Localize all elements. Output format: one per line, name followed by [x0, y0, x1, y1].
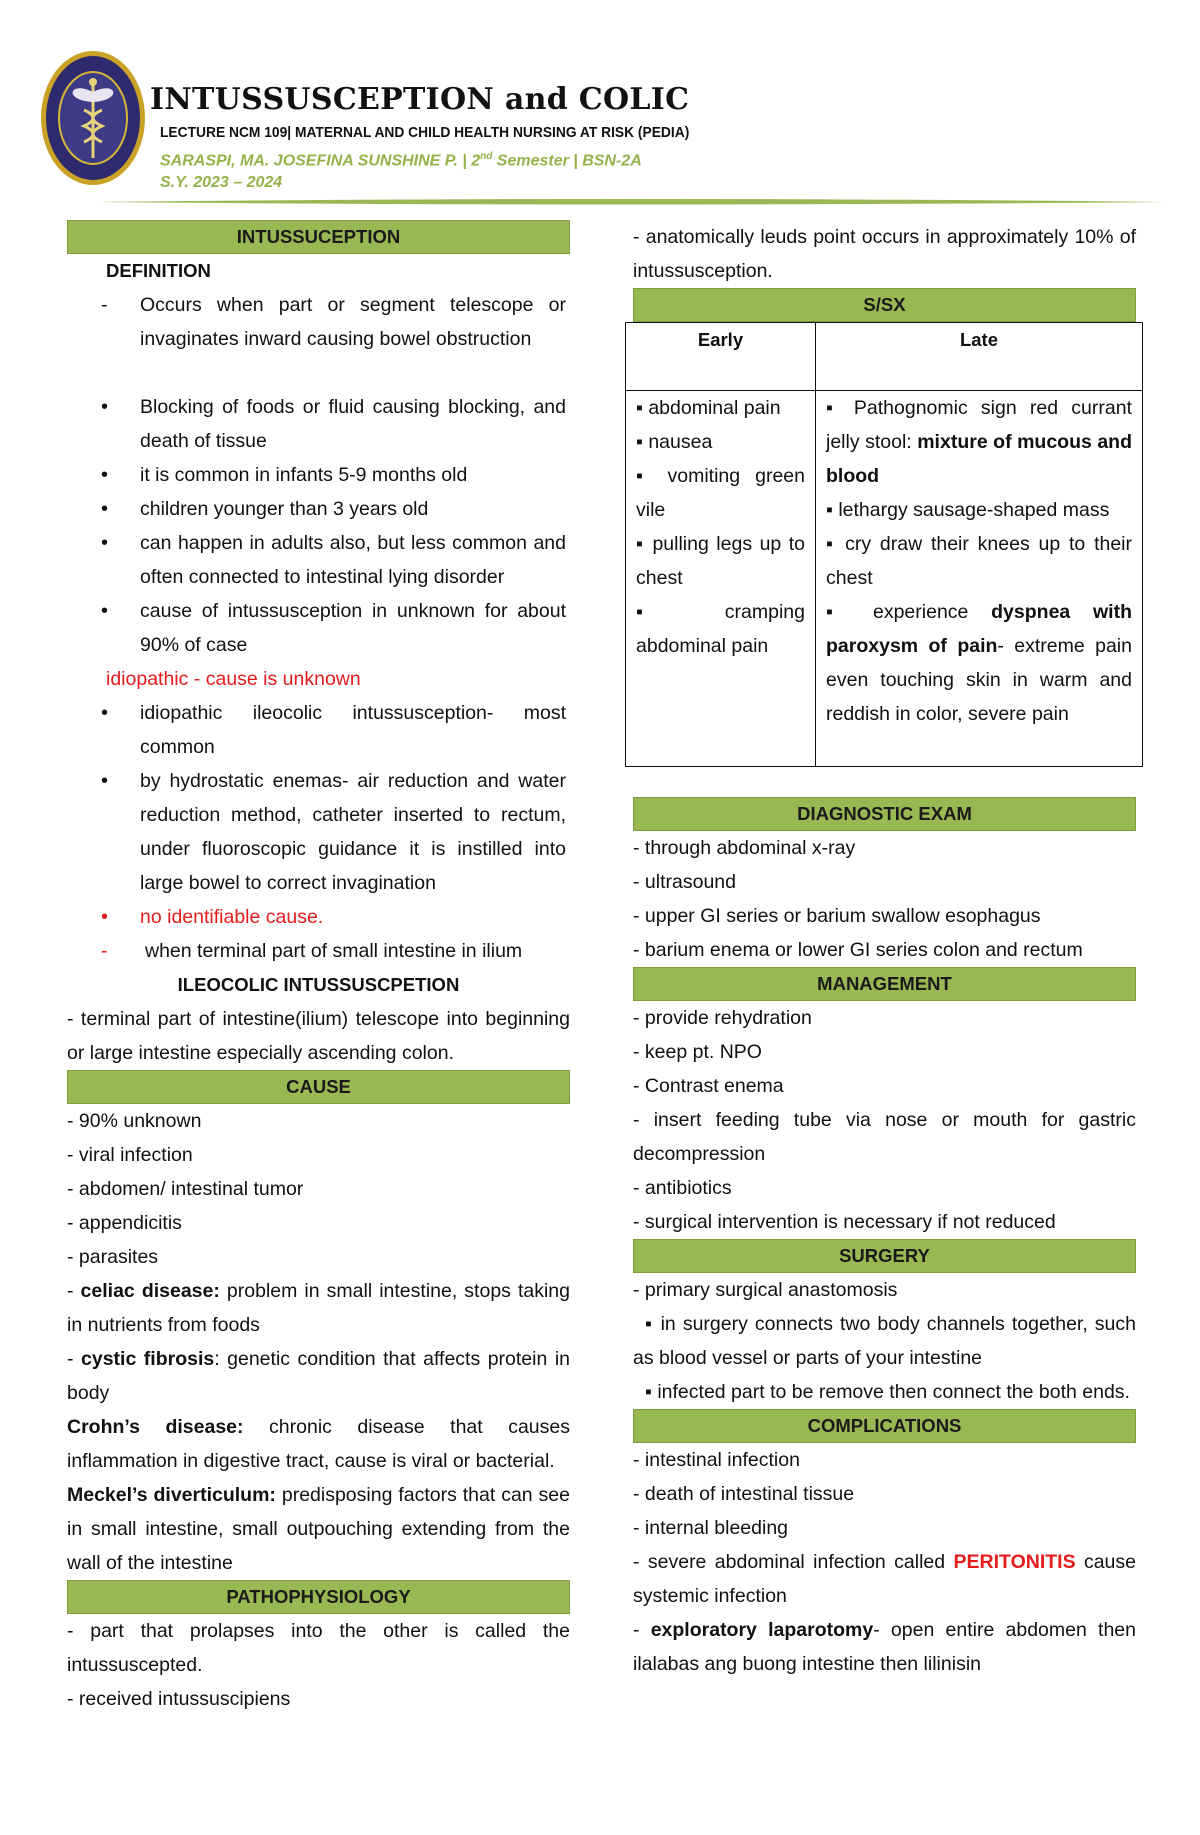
diagnostic-exam-banner: DIAGNOSTIC EXAM [633, 797, 1136, 831]
list-item: • no identifiable cause. [67, 900, 570, 934]
cause-item: - parasites [67, 1246, 159, 1268]
ssx-banner: S/SX [633, 288, 1136, 322]
list-item: • cause of intussusception in unknown for about 90% of case [67, 594, 570, 662]
diag-item: - ultrasound [633, 871, 736, 893]
diag-item: - upper GI series or barium swallow esophagus [633, 905, 1041, 927]
list-item: • Blocking of foods or fluid causing blocking, and death of tissue [67, 390, 570, 458]
late-cell [816, 391, 1143, 767]
mgmt-item: - keep pt. NPO [633, 1041, 762, 1063]
surgery-item: ▪ infected part to be remove then connect the both ends. [645, 1381, 1130, 1403]
meckel-item: Meckel’s diverticulum: predisposing factors that can see in small intestine, small outpouching extending from the wall of the intestine [67, 1484, 570, 1574]
crohn-item: Crohn’s disease: chronic disease that causes inflammation in digestive tract, cause is viral or bacterial. [67, 1416, 570, 1472]
header-divider [98, 198, 1168, 206]
list-item: • by hydrostatic enemas- air reduction and water reduction method, catheter inserted to rectum, under fluoroscopic guidance it is instilled into large bowel to correct invagination [67, 764, 570, 900]
list-item: • children younger than 3 years old [67, 492, 570, 526]
early-item: ▪ vomiting green vile [636, 465, 805, 521]
cystic-item: - cystic fibrosis: genetic condition that affects protein in body [67, 1348, 571, 1404]
definition-text: - Occurs when part or segment telescope or invaginates inward causing bowel obstruction [101, 294, 566, 350]
complication-item: - death of intestinal tissue [633, 1483, 855, 1505]
list-item: • idiopathic ileocolic intussusception- most common [67, 696, 570, 764]
cause-item: - abdomen/ intestinal tumor [67, 1178, 304, 1200]
early-item: ▪ cramping abdominal pain [636, 601, 805, 657]
complication-item: - intestinal infection [633, 1449, 800, 1471]
cause-item: - viral infection [67, 1144, 193, 1166]
diag-item: - through abdominal x-ray [633, 837, 856, 859]
right-column [633, 220, 1136, 1681]
mgmt-item: - Contrast enema [633, 1075, 784, 1097]
celiac-item: - celiac disease: problem in small intestine, stops taking in nutrients from foods [67, 1280, 570, 1336]
author-line: SARASPI, MA. JOSEFINA SUNSHINE P. | 2nd Semester | BSN-2A [160, 151, 642, 170]
ileocolic-text: - terminal part of intestine(ilium) telescope into beginning or large intestine especially ascending colon. [67, 1008, 570, 1064]
intussusception-banner: INTUSSUCEPTION [67, 220, 570, 254]
signs-symptoms-table [625, 322, 1143, 767]
idiopathic-note: idiopathic - cause is unknown [106, 668, 361, 690]
early-item: ▪ pulling legs up to chest [636, 533, 805, 589]
mgmt-item: - insert feeding tube via nose or mouth for gastric decompression [633, 1109, 1136, 1165]
lecture-subtitle: LECTURE NCM 109| MATERNAL AND CHILD HEALTH NURSING AT RISK (PEDIA) [160, 124, 690, 141]
late-item: ▪ Pathognomic sign red currant jelly stool: mixture of mucous and blood [826, 397, 1133, 487]
surgery-banner: SURGERY [633, 1239, 1136, 1273]
terminal-dash-item: - when terminal part of small intestine in ilium [101, 940, 523, 962]
mgmt-item: - surgical intervention is necessary if not reduced [633, 1211, 1056, 1233]
complications-banner: COMPLICATIONS [633, 1409, 1136, 1443]
ileocolic-heading: ILEOCOLIC INTUSSUSCPETION [177, 974, 460, 995]
column-header-late: Late [816, 323, 1143, 391]
diag-item: - barium enema or lower GI series colon and rectum [633, 939, 1083, 961]
school-year: S.Y. 2023 – 2024 [160, 174, 283, 191]
late-item: ▪ lethargy sausage-shaped mass [826, 499, 1110, 521]
surgery-item: - primary surgical anastomosis [633, 1279, 898, 1301]
list-item: • can happen in adults also, but less common and often connected to intestinal lying disorder [67, 526, 570, 594]
cause-item: - 90% unknown [67, 1110, 202, 1132]
pathophysiology-banner: PATHOPHYSIOLOGY [67, 1580, 570, 1614]
column-header-early: Early [626, 323, 816, 391]
mgmt-item: - antibiotics [633, 1177, 732, 1199]
late-item: ▪ experience dyspnea with paroxysm of pain- extreme pain even touching skin in warm and reddish in color, severe pain [826, 601, 1132, 725]
idiopathic-bullets [67, 696, 570, 934]
definition-heading: DEFINITION [106, 260, 211, 281]
cause-banner: CAUSE [67, 1070, 570, 1104]
patho-item: - part that prolapses into the other is called the intussuscepted. [67, 1620, 570, 1676]
late-item: ▪ cry draw their knees up to their chest [826, 533, 1132, 589]
document-header [40, 48, 1150, 208]
lead-point-text: - anatomically leuds point occurs in approximately 10% of intussusception. [633, 226, 1136, 282]
early-cell [626, 391, 816, 767]
definition-bullets [67, 390, 570, 662]
list-item: • it is common in infants 5-9 months old [67, 458, 570, 492]
management-banner: MANAGEMENT [633, 967, 1136, 1001]
laparotomy-item: - exploratory laparotomy- open entire abdomen then ilalabas ang buong intestine then lilinisin [633, 1619, 1136, 1675]
cause-item: - appendicitis [67, 1212, 182, 1234]
complication-item: - internal bleeding [633, 1517, 789, 1539]
early-item: ▪ abdominal pain [636, 397, 781, 419]
patho-item: - received intussuscipiens [67, 1688, 291, 1710]
left-column [67, 220, 570, 1716]
peritonitis-item: - severe abdominal infection called PERITONITIS cause systemic infection [633, 1551, 1136, 1607]
caduceus-seal-icon [40, 50, 146, 186]
surgery-item: ▪ in surgery connects two body channels together, such as blood vessel or parts of your intestine [633, 1313, 1136, 1369]
early-item: ▪ nausea [636, 431, 713, 453]
mgmt-item: - provide rehydration [633, 1007, 812, 1029]
document-title: INTUSSUSCEPTION and COLIC [150, 82, 690, 117]
